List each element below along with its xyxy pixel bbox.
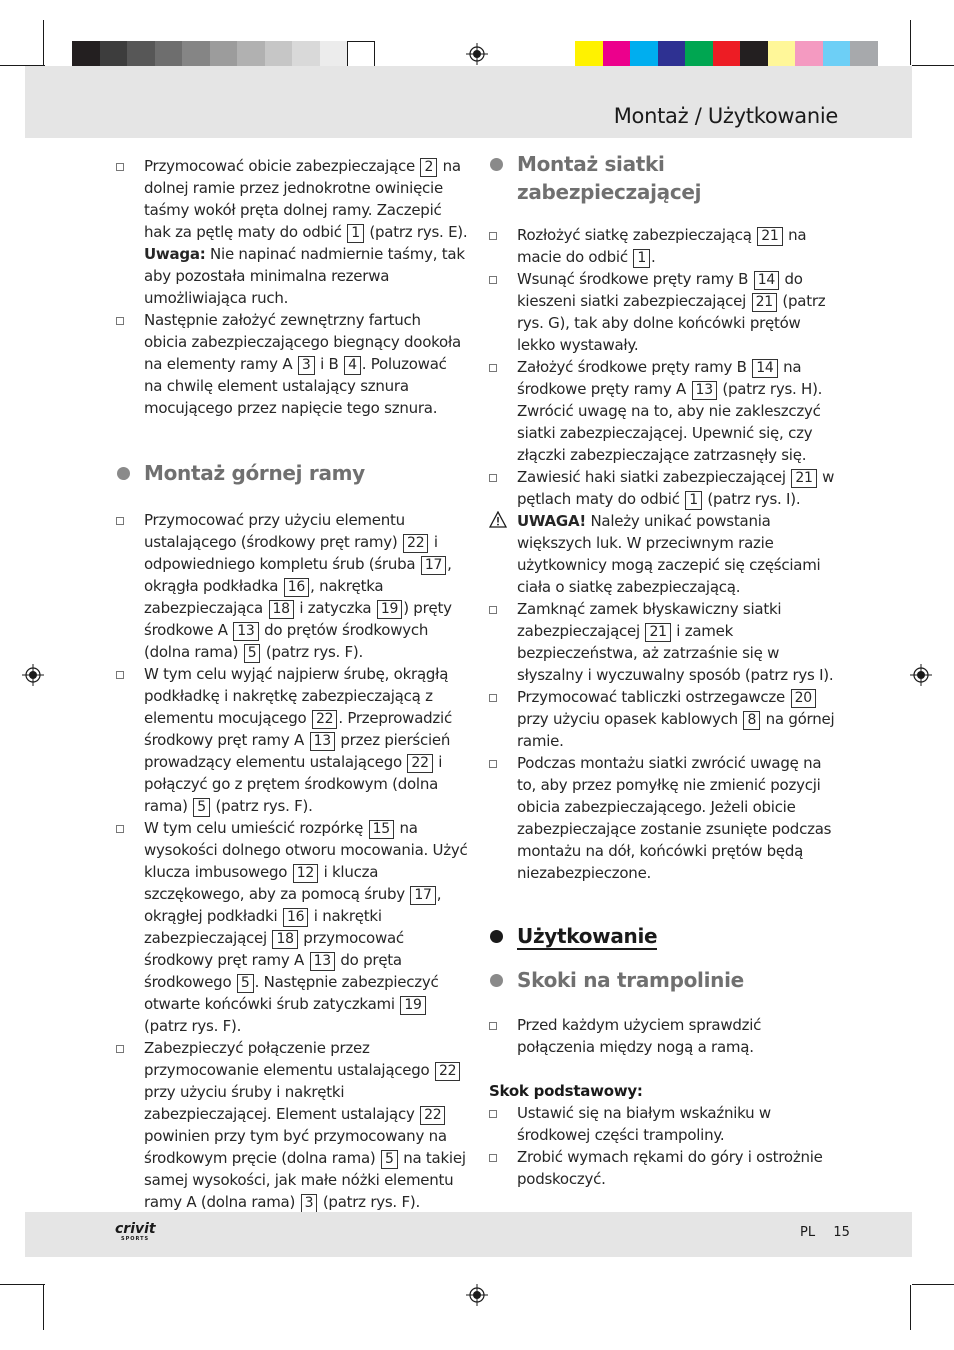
checkbox-bullet-icon — [116, 825, 124, 833]
list-item: Zabezpieczyć połączenie przez przymocowanie elementu ustalającego 22 przy użyciu śruby i nakrętki zabezpieczającej. Element ustalający 22 powinien przy tym być przymocowany na środkowym pręcie (dolna rama) 5 na takiej samej wysokości, jak małe nóżki elementu ramy A (dolna rama) 3 (patrz rys. F). — [116, 1037, 468, 1213]
crop-mark — [43, 20, 44, 65]
color-swatch — [713, 41, 741, 69]
checkbox-bullet-icon — [116, 163, 124, 171]
checkbox-bullet-icon — [489, 760, 497, 768]
list-item: W tym celu umieścić rozpórkę 15 na wysokości dolnego otworu mocowania. Użyć klucza imbusowego 12 i klucza szczękowego, aby za pomocą śruby 17 , okrągłej podkładki 16 i nakrętki zabezpieczającej 18 przymocować środkowy pręt ramy A 13 do pręta środkowego 5 . Następnie zabezpieczyć otwarte końcówki śrub zatyczkami 19 (patrz rys. F). — [116, 817, 468, 1037]
color-swatch — [685, 41, 713, 69]
gray-swatch — [347, 41, 375, 69]
bullet-dot-icon — [490, 974, 503, 987]
bullet-dot-icon — [117, 467, 130, 480]
registration-mark-icon — [22, 664, 44, 686]
section-heading: Montaż górnej ramy — [116, 459, 468, 487]
section-heading: Użytkowanie — [489, 922, 841, 950]
warning-item: UWAGA! Należy unikać powstania większych luk. W przeciwnym razie użytkownicy mogą zaczepić się częściami ciała o siatkę zabezpieczającą. — [489, 510, 841, 598]
registration-mark-icon — [910, 664, 932, 686]
bullet-dot-icon — [490, 158, 503, 171]
color-swatch — [658, 41, 686, 69]
color-swatch — [575, 41, 603, 69]
color-swatch — [795, 41, 823, 69]
gray-swatch — [237, 41, 265, 69]
checkbox-bullet-icon — [489, 1110, 497, 1118]
page-footer-info — [800, 1225, 850, 1240]
gray-swatch — [292, 41, 320, 69]
checkbox-bullet-icon — [489, 1154, 497, 1162]
list-item: Zamknąć zamek błyskawiczny siatki zabezpieczającej 21 i zamek bezpieczeństwa, aż zatrzaśnie się w słyszalny i wyczuwalny sposób (patrz rys I). — [489, 598, 841, 686]
checkbox-bullet-icon — [489, 474, 497, 482]
list-item: Przed każdym użyciem sprawdzić połączenia między nogą a ramą. — [489, 1014, 841, 1058]
list-item: Rozłożyć siatkę zabezpieczającą 21 na macie do odbić 1 . — [489, 224, 841, 268]
checkbox-bullet-icon — [489, 364, 497, 372]
crop-mark — [910, 20, 911, 65]
gray-swatch — [265, 41, 293, 69]
checkbox-bullet-icon — [489, 694, 497, 702]
right-column — [489, 150, 841, 1190]
list-item: Wsunąć środkowe pręty ramy B 14 do kieszeni siatki zabezpieczającej 21 (patrz rys. G), tak aby dolne końcówki prętów lekko wystawały. — [489, 268, 841, 356]
page-title: Montaż / Użytkowanie — [613, 104, 838, 128]
checkbox-bullet-icon — [489, 276, 497, 284]
brand-logo: crivit SPORTS — [115, 1221, 156, 1242]
gray-swatch — [155, 41, 183, 69]
gray-swatch — [127, 41, 155, 69]
color-swatch — [630, 41, 658, 69]
list-item: Podczas montażu siatki zwrócić uwagę na to, aby przez pomyłkę nie zmienić pozycji obicia zabezpieczającego. Jeżeli obicie zabezpieczające zostanie zsunięte podczas montażu na dół, końcówki prętów będą niezabezpieczone. — [489, 752, 841, 884]
checkbox-bullet-icon — [489, 232, 497, 240]
warning-triangle-icon — [489, 511, 507, 529]
left-column — [116, 155, 468, 1213]
checkbox-bullet-icon — [489, 606, 497, 614]
list-item: W tym celu wyjąć najpierw śrubę, okrągłą podkładkę i nakrętkę zabezpieczającą z elementu mocującego 22 . Przeprowadzić środkowy pręt ramy A 13 przez pierścień prowadzący elementu ustalającego 22 i połączyć go z prętem środkowym (dolna rama) 5 (patrz rys. F). — [116, 663, 468, 817]
color-swatch — [603, 41, 631, 69]
gray-swatch — [320, 41, 348, 69]
color-swatch — [740, 41, 768, 69]
crop-mark — [0, 1284, 45, 1285]
checkbox-bullet-icon — [489, 1022, 497, 1030]
list-item: Przymocować przy użyciu elementu ustalającego (środkowy pręt ramy) 22 i odpowiedniego kompletu śrub (śruba 17 , okrągła podkładka 16 , nakrętka zabezpieczająca 18 i zatyczka 19 ) pręty środkowe A 13 do prętów środkowych (dolna rama) 5 (patrz rys. F). — [116, 509, 468, 663]
color-swatch — [768, 41, 796, 69]
registration-mark-icon — [466, 1284, 488, 1306]
checkbox-bullet-icon — [116, 671, 124, 679]
checkbox-bullet-icon — [116, 1045, 124, 1053]
language-code: PL — [800, 1225, 816, 1240]
list-item: Założyć środkowe pręty ramy B 14 na środkowe pręty ramy A 13 (patrz rys. H). Zwrócić uwagę na to, aby nie zakleszczyć siatki zabezpieczającej. Upewnić się, czy złączki zabezpieczające zatrzasnęły się. — [489, 356, 841, 466]
gray-swatch — [72, 41, 100, 69]
gray-swatch — [100, 41, 128, 69]
color-swatch — [850, 41, 878, 69]
checkbox-bullet-icon — [116, 317, 124, 325]
crop-mark — [910, 1285, 911, 1330]
registration-mark-icon — [466, 43, 488, 65]
bullet-dot-icon — [490, 930, 503, 943]
gray-swatch — [210, 41, 238, 69]
gray-swatch — [182, 41, 210, 69]
list-item: Zawiesić haki siatki zabezpieczającej 21 w pętlach maty do odbić 1 (patrz rys. I). — [489, 466, 841, 510]
page-number: 15 — [833, 1225, 850, 1240]
list-item: Przymocować obicie zabezpieczające 2 na dolnej ramie przez jednokrotne owinięcie taśmy wokół pręta dolnej ramy. Zaczepić hak za pętlę maty do odbić 1 (patrz rys. E). Uwaga: Nie napinać nadmiernie taśmy, tak aby pozostała minimalna rezerwa umożliwiająca ruch. — [116, 155, 468, 309]
list-item: Przymocować tabliczki ostrzegawcze 20 przy użyciu opasek kablowych 8 na górnej ramie. — [489, 686, 841, 752]
list-item: Następnie założyć zewnętrzny fartuch obicia zabezpieczającego biegnący dookoła na elementy ramy A 3 i B 4 . Poluzować na chwilę element ustalający sznura mocującego przez napięcie tego sznura. — [116, 309, 468, 419]
section-heading: Skoki na trampolinie — [489, 966, 841, 994]
crop-mark — [912, 65, 954, 66]
crop-mark — [43, 1285, 44, 1330]
checkbox-bullet-icon — [116, 517, 124, 525]
list-item: Ustawić się na białym wskaźniku w środkowej części trampoliny. — [489, 1102, 841, 1146]
list-item: Zrobić wymach rękami do góry i ostrożnie podskoczyć. — [489, 1146, 841, 1190]
color-swatch — [823, 41, 851, 69]
section-heading: Montaż siatki zabezpieczającej — [489, 150, 841, 206]
crop-mark — [912, 1284, 954, 1285]
subheading: Skok podstawowy: — [489, 1082, 643, 1100]
